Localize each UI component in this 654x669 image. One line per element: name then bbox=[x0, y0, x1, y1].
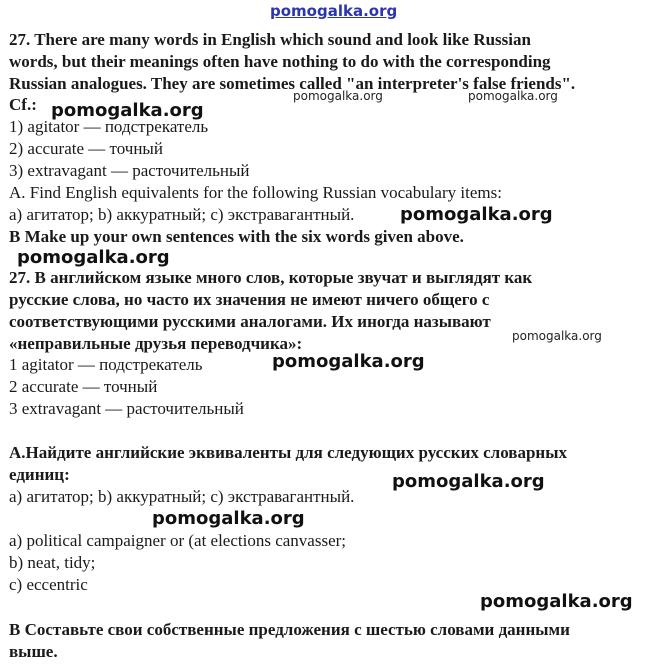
watermark-4: pomogalka.org bbox=[272, 351, 425, 372]
english-title-line-2: words, but their meanings often have nothing to do with the corresponding bbox=[9, 52, 551, 71]
answer-a: a) political campaigner or (at elections canvasser; bbox=[9, 531, 347, 550]
watermark-5: pomogalka.org bbox=[392, 471, 545, 492]
english-example-1: 1) agitator — подстрекатель bbox=[9, 117, 209, 136]
russian-task-a-line-2: единиц: bbox=[9, 465, 70, 484]
russian-example-3: 3 extravagant — расточительный bbox=[9, 399, 244, 418]
english-task-a: A. Find English equivalents for the following Russian vocabulary items: bbox=[9, 183, 502, 202]
watermark-7: pomogalka.org bbox=[480, 591, 633, 612]
watermark-6: pomogalka.org bbox=[152, 508, 305, 529]
english-task-b: B Make up your own sentences with the six words given above. bbox=[9, 227, 464, 246]
english-task-a-items: a) агитатор; b) аккуратный; c) экстравагантный. bbox=[9, 205, 355, 224]
russian-title-line-2: русские слова, но часто их значения не имеют ничего общего с bbox=[9, 290, 490, 309]
watermark-small-2: pomogalka.org bbox=[468, 89, 558, 103]
english-example-3: 3) extravagant — расточительный bbox=[9, 161, 250, 180]
answer-b: b) neat, tidy; bbox=[9, 553, 96, 572]
russian-task-b-line-2: выше. bbox=[9, 642, 58, 661]
russian-task-b-line-1: B Составьте свои собственные предложения с шестью словами данными bbox=[9, 620, 570, 639]
watermark-top: pomogalka.org bbox=[270, 2, 398, 20]
russian-example-2: 2 accurate — точный bbox=[9, 377, 158, 396]
cf-label: Cf.: bbox=[9, 95, 37, 114]
watermark-3: pomogalka.org bbox=[17, 247, 170, 268]
russian-title-line-1: 27. В английском языке много слов, которые звучат и выглядят как bbox=[9, 268, 533, 287]
russian-task-a-line-1: A.Найдите английские эквиваленты для следующих русских словарных bbox=[9, 443, 567, 462]
watermark-small-1: pomogalka.org bbox=[293, 89, 383, 103]
russian-task-a-items: a) агитатор; b) аккуратный; c) экстравагантный. bbox=[9, 487, 355, 506]
russian-example-1: 1 agitator — подстрекатель bbox=[9, 355, 203, 374]
watermark-2: pomogalka.org bbox=[400, 204, 553, 225]
english-example-2: 2) accurate — точный bbox=[9, 139, 163, 158]
watermark-1: pomogalka.org bbox=[51, 100, 204, 121]
russian-title-line-4: «неправильные друзья переводчика»: bbox=[9, 334, 303, 353]
watermark-small-3: pomogalka.org bbox=[512, 329, 602, 343]
english-title-line-1: 27. There are many words in English which sound and look like Russian bbox=[9, 30, 531, 49]
russian-title-line-3: соответствующими русскими аналогами. Их иногда называют bbox=[9, 312, 491, 331]
answer-c: c) eccentric bbox=[9, 575, 88, 594]
english-title-line-3: Russian analogues. They are sometimes called "an interpreter's false friends". bbox=[9, 74, 576, 93]
